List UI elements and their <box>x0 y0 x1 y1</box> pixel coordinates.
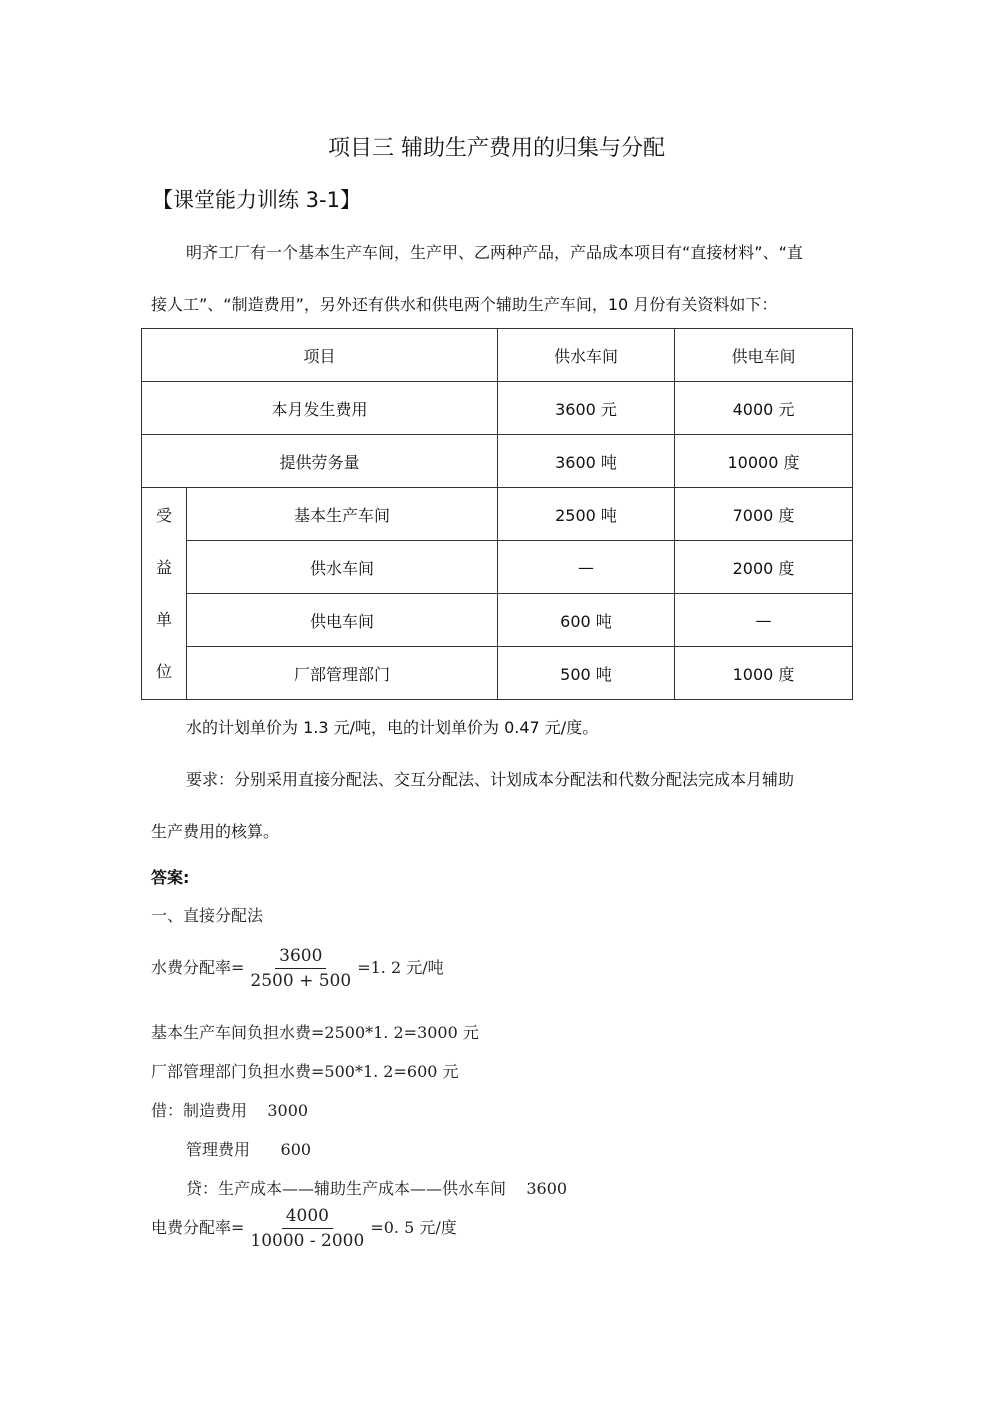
header-cell: 供水车间 <box>498 329 675 382</box>
formula-label: 电费分配率= <box>151 1218 245 1237</box>
table-row <box>142 488 853 541</box>
fraction <box>246 1206 368 1251</box>
group-char: 益 <box>155 557 172 577</box>
intro-line-2: 接人工”、“制造费用”，另外还有供水和供电两个辅助生产车间，10 月份有关资料如下： <box>151 295 778 314</box>
water-cell: — <box>498 541 675 594</box>
water-cell: 500 吨 <box>498 647 675 700</box>
table-header-row <box>142 329 853 382</box>
table-row <box>142 594 853 647</box>
row-label: 提供劳务量 <box>142 435 498 488</box>
table-row <box>142 382 853 435</box>
calc-line: 厂部管理部门负担水费=500*1. 2=600 元 <box>151 1062 459 1081</box>
group-char: 受 <box>155 505 172 525</box>
row-label: 本月发生费用 <box>142 382 498 435</box>
data-table <box>141 328 853 700</box>
formula-result: =0. 5 元/度 <box>370 1218 457 1237</box>
method-heading: 一、直接分配法 <box>151 906 264 925</box>
calc-line: 基本生产车间负担水费=2500*1. 2=3000 元 <box>151 1023 479 1042</box>
debit-entry: 借：制造费用 3000 <box>151 1101 309 1120</box>
requirement-line-1: 要求：分别采用直接分配法、交互分配法、计划成本分配法和代数分配法完成本月辅助 <box>186 770 795 789</box>
intro-line-1: 明齐工厂有一个基本生产车间，生产甲、乙两种产品，产品成本项目有“直接材料”、“直 <box>186 243 803 262</box>
water-cell: 3600 元 <box>498 382 675 435</box>
beneficiary-group-label <box>142 488 187 700</box>
row-label: 供水车间 <box>187 541 498 594</box>
page-title: 项目三 辅助生产费用的归集与分配 <box>328 136 665 161</box>
row-label: 供电车间 <box>187 594 498 647</box>
water-cell: 3600 吨 <box>498 435 675 488</box>
table-row <box>142 541 853 594</box>
power-cell: 2000 度 <box>675 541 853 594</box>
formula-result: =1. 2 元/吨 <box>357 958 444 977</box>
debit-entry-2: 管理费用 600 <box>186 1140 312 1159</box>
power-cell: 1000 度 <box>675 647 853 700</box>
header-cell: 供电车间 <box>675 329 853 382</box>
numerator: 4000 <box>282 1206 333 1229</box>
group-char: 位 <box>155 661 172 681</box>
power-rate-formula <box>151 1206 457 1251</box>
power-cell: 7000 度 <box>675 488 853 541</box>
row-label: 基本生产车间 <box>187 488 498 541</box>
answer-label: 答案: <box>151 868 190 887</box>
row-label: 厂部管理部门 <box>187 647 498 700</box>
section-heading: 【课堂能力训练 3-1】 <box>152 188 361 212</box>
numerator: 3600 <box>275 946 326 969</box>
water-rate-formula <box>151 946 444 991</box>
group-char: 单 <box>155 609 172 629</box>
denominator: 2500 + 500 <box>250 971 352 991</box>
table-row <box>142 647 853 700</box>
price-note: 水的计划单价为 1.3 元/吨，电的计划单价为 0.47 元/度。 <box>186 718 599 737</box>
table-row <box>142 435 853 488</box>
requirement-line-2: 生产费用的核算。 <box>151 822 280 841</box>
fraction <box>246 946 355 991</box>
formula-label: 水费分配率= <box>151 958 245 977</box>
power-cell: 4000 元 <box>675 382 853 435</box>
water-cell: 600 吨 <box>498 594 675 647</box>
denominator: 10000 - 2000 <box>250 1231 365 1251</box>
water-cell: 2500 吨 <box>498 488 675 541</box>
power-cell: 10000 度 <box>675 435 853 488</box>
credit-entry: 贷：生产成本——辅助生产成本——供水车间 3600 <box>186 1179 568 1198</box>
header-cell: 项目 <box>142 329 498 382</box>
power-cell: — <box>675 594 853 647</box>
